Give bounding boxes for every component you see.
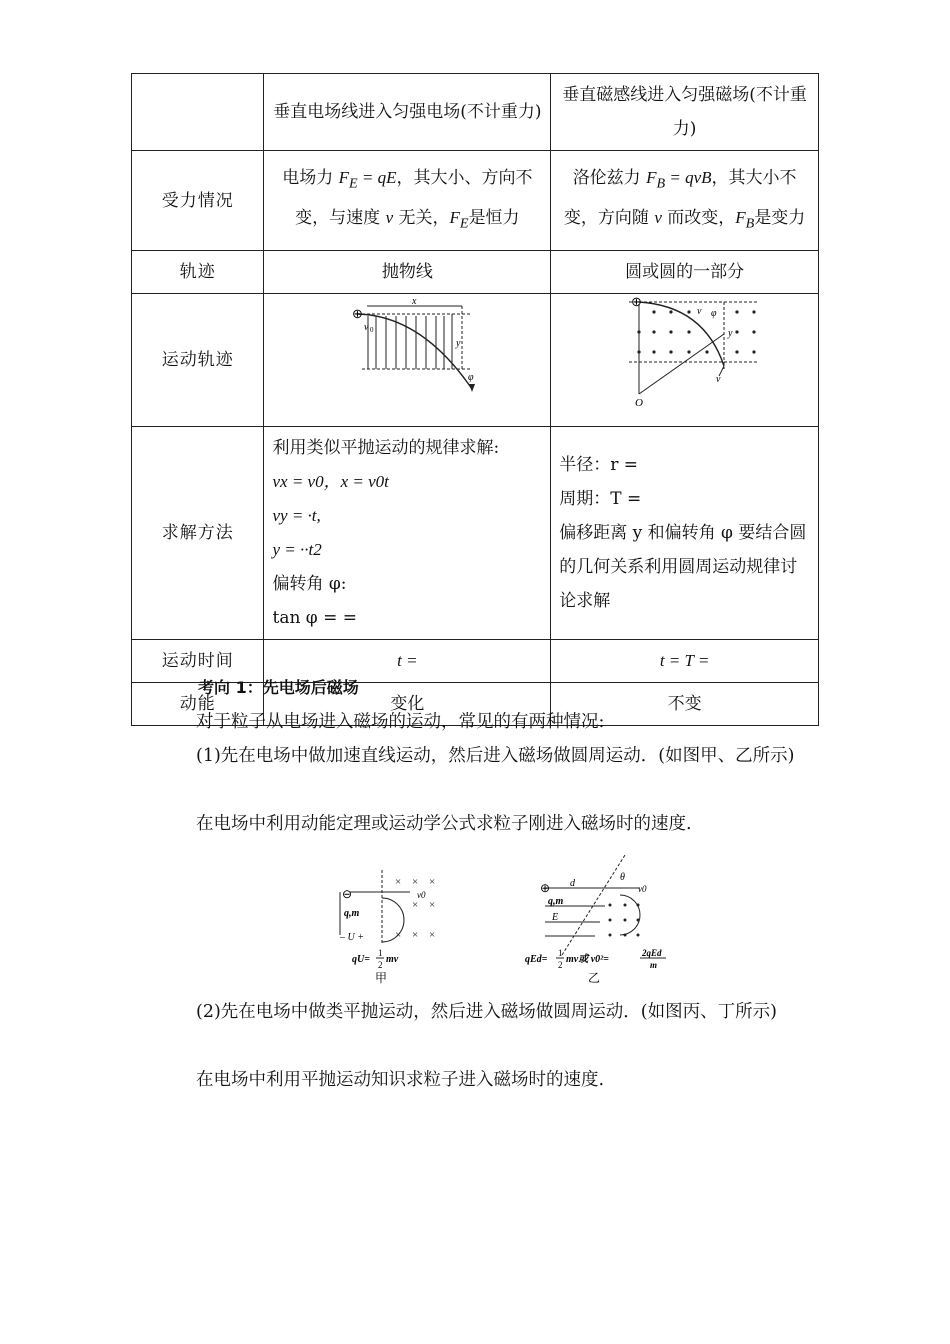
comparison-table bbox=[131, 73, 819, 726]
table-header-row bbox=[132, 74, 819, 151]
row-label-trajectory: 轨迹 bbox=[132, 251, 264, 294]
subscript: B bbox=[745, 214, 755, 231]
yi-frac-denominator: 2 bbox=[558, 960, 563, 970]
label-v: v bbox=[364, 322, 369, 333]
label-d: d bbox=[570, 878, 575, 889]
label-x: x bbox=[412, 296, 417, 307]
row-label-method: 求解方法 bbox=[132, 427, 264, 640]
yi-frac-numerator: 1 bbox=[558, 948, 563, 958]
text: ，其大小、方向不变，与速度 bbox=[295, 168, 533, 228]
row-trajectory bbox=[132, 251, 819, 294]
case2-text: (2)先在电场中做类平抛运动，然后进入磁场做圆周运动．(如图丙、丁所示) bbox=[196, 1002, 777, 1022]
formula: = qE bbox=[357, 168, 397, 188]
yi-frac2-numerator: 2qEd bbox=[642, 948, 662, 958]
yi-frac2-denominator: m bbox=[650, 960, 658, 970]
method-line: 利用类似平抛运动的规律求解: bbox=[272, 438, 500, 458]
text: 洛伦兹力 bbox=[572, 168, 641, 189]
row-label-energy: 动能 bbox=[132, 683, 264, 726]
figure-label-jia: 甲 bbox=[375, 971, 388, 985]
label-U: – U + bbox=[340, 932, 364, 943]
method-line: tan φ = = bbox=[272, 608, 358, 628]
yi-equation-mid: mv或 v0²= bbox=[566, 954, 609, 965]
jia-frac-numerator: 1 bbox=[378, 948, 383, 958]
row-label-force: 受力情况 bbox=[132, 151, 264, 251]
method-line: vy = ·t, bbox=[272, 506, 321, 525]
cell-force-electric bbox=[264, 151, 551, 251]
text: 无关， bbox=[398, 207, 450, 228]
cell-trajectory-magnetic: 圆或圆的一部分 bbox=[551, 251, 819, 294]
electric-parabola-figure bbox=[272, 294, 542, 414]
svg-text:×: × bbox=[395, 876, 402, 888]
label-v: v bbox=[697, 306, 702, 317]
label-v-exit: v bbox=[716, 374, 721, 385]
svg-text:×: × bbox=[429, 929, 436, 941]
cell-time-electric: t = bbox=[264, 640, 551, 683]
jia-equation: qU= bbox=[352, 954, 370, 965]
formula: = qvB bbox=[665, 168, 712, 188]
label-E: E bbox=[552, 912, 559, 923]
text: 电场力 bbox=[282, 168, 334, 189]
figure-label-yi: 乙 bbox=[588, 971, 601, 985]
cell-energy-electric: 变化 bbox=[264, 683, 551, 726]
symbol: v bbox=[385, 207, 394, 227]
jia-frac-denominator: 2 bbox=[378, 960, 383, 970]
negative-charge-icon: ⊖ bbox=[342, 887, 353, 901]
svg-text:×: × bbox=[412, 876, 419, 888]
row-force bbox=[132, 151, 819, 251]
section-intro: 对于粒子从电场进入磁场的运动，常见的有两种情况: bbox=[196, 712, 605, 732]
figure-jia bbox=[339, 870, 435, 985]
label-qm: q,m bbox=[548, 896, 564, 907]
case2-note: 在电场中利用平抛运动知识求粒子进入磁场时的速度. bbox=[196, 1070, 605, 1090]
positive-charge-icon: ⊕ bbox=[540, 881, 551, 895]
cell-motion-magnetic bbox=[551, 294, 819, 427]
label-qm: q,m bbox=[344, 908, 360, 919]
formula: F bbox=[449, 207, 460, 227]
method-line: 周期：T = bbox=[559, 489, 642, 509]
cell-method-magnetic bbox=[551, 427, 819, 640]
row-motion bbox=[132, 294, 819, 427]
subscript: E bbox=[349, 175, 358, 192]
svg-text:×: × bbox=[412, 929, 419, 941]
case1-note: 在电场中利用动能定理或运动学公式求粒子刚进入磁场时的速度. bbox=[196, 814, 692, 834]
svg-text:×: × bbox=[429, 876, 436, 888]
row-label-time: 运动时间 bbox=[132, 640, 264, 683]
cell-force-magnetic bbox=[551, 151, 819, 251]
svg-text:×: × bbox=[412, 899, 419, 911]
label-v-sub: 0 bbox=[370, 326, 374, 334]
formula: F bbox=[735, 207, 746, 227]
text: ，其大小不变，方向随 bbox=[563, 168, 797, 228]
label-v0: v0 bbox=[417, 890, 426, 900]
header-magnetic-field: 垂直磁感线进入匀强磁场(不计重力) bbox=[551, 74, 819, 151]
label-v0: v0 bbox=[638, 884, 647, 894]
yi-equation: qEd= bbox=[525, 954, 548, 965]
jia-equation-tail: mv bbox=[386, 954, 399, 965]
row-label-motion: 运动轨迹 bbox=[132, 294, 264, 427]
method-line: y = ··t2 bbox=[272, 540, 322, 559]
row-method bbox=[132, 427, 819, 640]
case1-text: (1)先在电场中做加速直线运动，然后进入磁场做圆周运动．(如图甲、乙所示) bbox=[196, 746, 795, 766]
cell-energy-magnetic: 不变 bbox=[551, 683, 819, 726]
svg-text:×: × bbox=[395, 929, 402, 941]
cell-motion-electric bbox=[264, 294, 551, 427]
header-empty-cell bbox=[132, 74, 264, 151]
label-phi: φ bbox=[468, 372, 474, 383]
cell-method-electric bbox=[264, 427, 551, 640]
text: 是恒力 bbox=[468, 207, 520, 228]
subscript: E bbox=[459, 214, 469, 231]
method-line: 半径：r = bbox=[559, 455, 639, 475]
symbol: v bbox=[654, 207, 662, 227]
figure-yi bbox=[525, 855, 666, 985]
label-origin: O bbox=[635, 397, 644, 409]
formula: F bbox=[338, 168, 349, 188]
text: 是变力 bbox=[754, 207, 806, 228]
method-line: 偏移距离 y 和偏转角 φ 要结合圆的几何关系利用圆周运动规律讨论求解 bbox=[559, 523, 807, 611]
magnetic-circle-figure bbox=[559, 294, 810, 414]
label-y: y bbox=[456, 338, 461, 349]
positive-charge-icon: ⊕ bbox=[352, 306, 364, 321]
cell-time-magnetic: t = T = bbox=[551, 640, 819, 683]
formula: F bbox=[646, 168, 657, 188]
svg-text:×: × bbox=[429, 899, 436, 911]
field-lines bbox=[368, 316, 444, 369]
subscript: B bbox=[656, 175, 666, 192]
cell-trajectory-electric: 抛物线 bbox=[264, 251, 551, 294]
text: 而改变， bbox=[667, 207, 736, 228]
figures-jia-yi bbox=[320, 850, 680, 990]
label-theta: θ bbox=[620, 872, 625, 883]
label-phi: φ bbox=[711, 308, 717, 319]
positive-charge-icon: ⊕ bbox=[631, 294, 643, 309]
label-y: y bbox=[728, 328, 733, 339]
section-heading: 考向 1：先电场后磁场 bbox=[198, 678, 359, 697]
header-electric-field: 垂直电场线进入匀强电场(不计重力) bbox=[264, 74, 551, 151]
method-line: vx = v0，x = v0t bbox=[272, 472, 389, 491]
method-line: 偏转角 φ: bbox=[272, 574, 347, 594]
